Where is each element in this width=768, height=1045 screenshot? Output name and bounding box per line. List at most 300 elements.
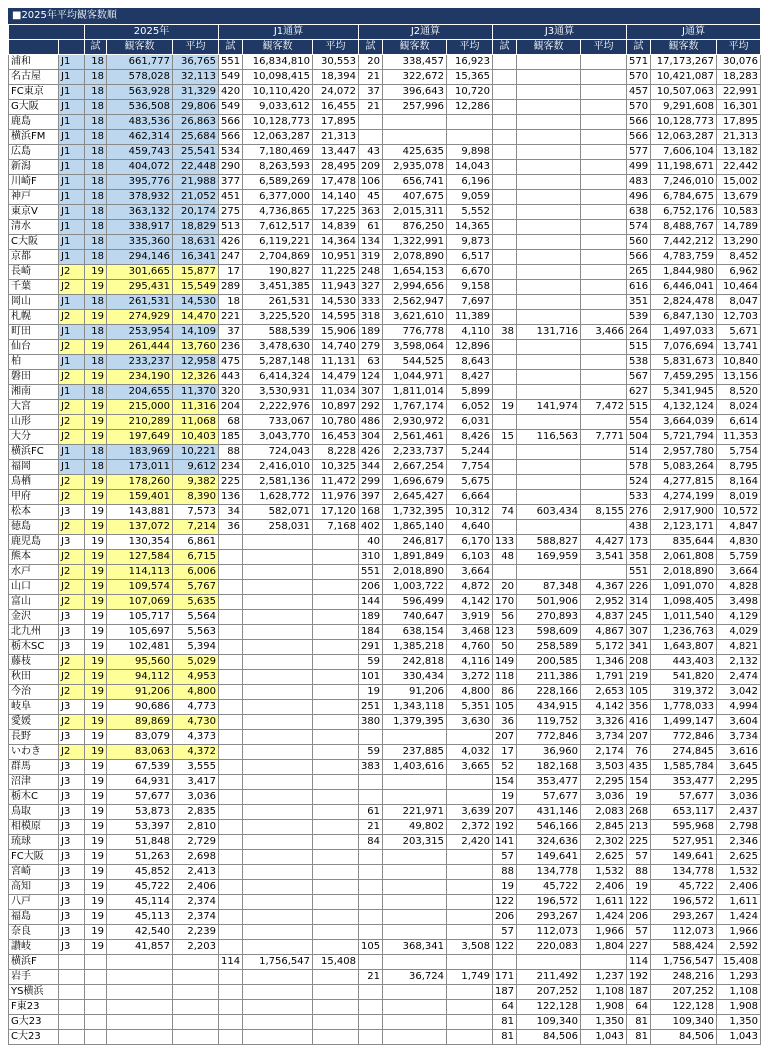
cell-j3-attendance [517,370,581,385]
cell-2025-games: 18 [85,355,107,370]
cell-jtotal-average: 2,132 [717,655,761,670]
cell-2025-attendance: 173,011 [107,460,173,475]
cell-2025-average: 2,239 [173,925,219,940]
cell-jtotal-attendance: 248,216 [651,970,717,985]
cell-j2-average: 12,896 [447,340,493,355]
cell-j1-attendance [243,685,313,700]
cell-j2-games: 383 [359,760,383,775]
cell-jtotal-games: 81 [627,1030,651,1045]
cell-jtotal-average: 4,129 [717,610,761,625]
cell-2025-attendance: 105,697 [107,625,173,640]
cell-league [59,1030,85,1045]
table-row [9,595,761,610]
cell-j3-games: 52 [493,760,517,775]
cell-j1-games [219,550,243,565]
cell-j1-attendance [243,625,313,640]
cell-jtotal-average: 8,795 [717,460,761,475]
table-row [9,325,761,340]
cell-2025-attendance: 64,931 [107,775,173,790]
cell-j1-attendance: 724,043 [243,445,313,460]
cell-j1-games [219,760,243,775]
cell-j1-attendance [243,775,313,790]
cell-2025-average: 7,573 [173,505,219,520]
cell-j2-attendance [383,850,447,865]
cell-j2-average: 9,158 [447,280,493,295]
cell-2025-average: 6,715 [173,550,219,565]
cell-jtotal-games: 225 [627,835,651,850]
cell-j3-attendance [517,265,581,280]
cell-j3-attendance [517,250,581,265]
cell-j2-attendance: 1,385,218 [383,640,447,655]
table-row [9,760,761,775]
cell-2025-average: 11,068 [173,415,219,430]
cell-j2-attendance: 1,343,118 [383,700,447,715]
cell-2025-games: 18 [85,295,107,310]
header-j1-total: J1通算 [219,25,359,40]
cell-2025-average: 18,631 [173,235,219,250]
cell-2025-games [85,1015,107,1030]
cell-j1-average: 14,479 [313,370,359,385]
cell-2025-average: 14,109 [173,325,219,340]
cell-jtotal-games: 533 [627,490,651,505]
cell-2025-games [85,970,107,985]
cell-j3-games [493,175,517,190]
table-row [9,535,761,550]
cell-club: 浦和 [9,55,59,70]
cell-league: J3 [59,895,85,910]
cell-club: C大阪 [9,235,59,250]
cell-2025-games: 19 [85,685,107,700]
header-j2-average: 平均 [447,40,493,55]
cell-club: 福島 [9,910,59,925]
table-row [9,880,761,895]
cell-2025-games: 18 [85,85,107,100]
cell-j2-games: 486 [359,415,383,430]
cell-j1-games: 549 [219,100,243,115]
cell-2025-average: 3,036 [173,790,219,805]
cell-j3-games [493,130,517,145]
cell-2025-games: 19 [85,715,107,730]
cell-j2-average: 3,630 [447,715,493,730]
cell-j1-attendance [243,550,313,565]
cell-2025-attendance: 51,263 [107,850,173,865]
cell-2025-games: 19 [85,280,107,295]
cell-2025-attendance: 204,655 [107,385,173,400]
cell-club: 大宮 [9,400,59,415]
cell-j3-games [493,205,517,220]
table-row [9,265,761,280]
cell-j2-average: 6,196 [447,175,493,190]
cell-2025-average: 12,958 [173,355,219,370]
cell-j3-attendance [517,220,581,235]
cell-j1-games: 68 [219,415,243,430]
table-row [9,955,761,970]
cell-league: J1 [59,190,85,205]
cell-j3-attendance: 196,572 [517,895,581,910]
cell-2025-average: 29,806 [173,100,219,115]
cell-club: 長野 [9,730,59,745]
cell-club: 栃木C [9,790,59,805]
cell-j1-attendance: 3,478,630 [243,340,313,355]
cell-jtotal-attendance: 7,606,104 [651,145,717,160]
cell-j3-attendance: 431,146 [517,805,581,820]
table-row [9,295,761,310]
cell-jtotal-games: 496 [627,190,651,205]
cell-jtotal-games: 566 [627,250,651,265]
cell-j2-average: 1,749 [447,970,493,985]
cell-jtotal-attendance: 3,664,039 [651,415,717,430]
header-j2-games: 試 [359,40,383,55]
cell-2025-games: 18 [85,130,107,145]
cell-jtotal-attendance: 1,098,405 [651,595,717,610]
cell-jtotal-attendance: 5,721,794 [651,430,717,445]
cell-j1-games [219,535,243,550]
cell-j2-games: 105 [359,940,383,955]
cell-j2-average: 3,508 [447,940,493,955]
cell-j2-games: 134 [359,235,383,250]
cell-j2-games: 310 [359,550,383,565]
cell-j1-attendance [243,820,313,835]
cell-j3-average [581,175,627,190]
cell-2025-average: 2,374 [173,895,219,910]
cell-jtotal-games: 515 [627,400,651,415]
cell-j1-average [313,685,359,700]
cell-2025-average: 11,316 [173,400,219,415]
cell-j3-games [493,490,517,505]
cell-j3-average: 1,108 [581,985,627,1000]
cell-j2-games: 59 [359,745,383,760]
cell-j1-games [219,910,243,925]
cell-2025-average: 6,861 [173,535,219,550]
cell-j2-games: 45 [359,190,383,205]
cell-jtotal-attendance: 274,845 [651,745,717,760]
cell-2025-average: 22,448 [173,160,219,175]
cell-j3-average [581,160,627,175]
cell-j3-games [493,565,517,580]
cell-club: いわき [9,745,59,760]
cell-jtotal-games: 114 [627,955,651,970]
cell-j3-games: 81 [493,1015,517,1030]
cell-j2-games: 61 [359,805,383,820]
cell-league [59,970,85,985]
cell-jtotal-games: 539 [627,310,651,325]
cell-j2-average: 3,919 [447,610,493,625]
cell-2025-attendance: 234,190 [107,370,173,385]
cell-2025-games: 19 [85,670,107,685]
cell-2025-games: 19 [85,835,107,850]
cell-j3-games: 20 [493,580,517,595]
cell-j3-attendance [517,130,581,145]
cell-j3-attendance [517,190,581,205]
cell-2025-games: 19 [85,310,107,325]
cell-jtotal-games: 206 [627,910,651,925]
cell-j2-games: 40 [359,535,383,550]
cell-jtotal-games: 504 [627,430,651,445]
table-row [9,115,761,130]
cell-j3-average: 4,837 [581,610,627,625]
table-row [9,1000,761,1015]
cell-2025-attendance: 459,743 [107,145,173,160]
table-row [9,100,761,115]
cell-jtotal-games: 638 [627,205,651,220]
cell-club: 磐田 [9,370,59,385]
header-2025-attendance: 観客数 [107,40,173,55]
header-jtotal-average: 平均 [717,40,761,55]
cell-j3-average [581,145,627,160]
cell-j2-average: 3,664 [447,565,493,580]
cell-j3-games [493,190,517,205]
cell-league: J3 [59,775,85,790]
cell-j1-average [313,670,359,685]
cell-j2-average [447,775,493,790]
cell-2025-attendance: 45,852 [107,865,173,880]
cell-j2-attendance: 2,078,890 [383,250,447,265]
cell-j1-average: 10,897 [313,400,359,415]
cell-j1-attendance [243,1000,313,1015]
cell-jtotal-games: 570 [627,70,651,85]
cell-jtotal-attendance: 835,644 [651,535,717,550]
cell-j3-attendance [517,205,581,220]
cell-jtotal-attendance: 4,132,124 [651,400,717,415]
cell-j2-games: 327 [359,280,383,295]
cell-club: 新潟 [9,160,59,175]
cell-j2-attendance: 740,647 [383,610,447,625]
cell-j1-games: 289 [219,280,243,295]
cell-jtotal-average: 4,830 [717,535,761,550]
cell-j2-games: 63 [359,355,383,370]
cell-j2-games: 37 [359,85,383,100]
cell-j1-attendance [243,865,313,880]
cell-j3-games [493,55,517,70]
cell-club: 札幌 [9,310,59,325]
cell-j3-attendance: 211,386 [517,670,581,685]
cell-j3-games [493,340,517,355]
cell-jtotal-average: 4,821 [717,640,761,655]
cell-jtotal-attendance: 1,778,033 [651,700,717,715]
cell-j2-games: 168 [359,505,383,520]
cell-jtotal-average: 5,671 [717,325,761,340]
cell-jtotal-attendance: 293,267 [651,910,717,925]
cell-jtotal-attendance: 772,846 [651,730,717,745]
cell-j1-games [219,745,243,760]
cell-2025-average: 2,406 [173,880,219,895]
cell-jtotal-attendance: 2,018,890 [651,565,717,580]
cell-j1-average: 16,453 [313,430,359,445]
cell-2025-attendance: 210,289 [107,415,173,430]
cell-j2-average: 3,665 [447,760,493,775]
cell-j2-games: 291 [359,640,383,655]
cell-j2-average: 15,365 [447,70,493,85]
cell-j3-games [493,310,517,325]
cell-2025-attendance: 114,113 [107,565,173,580]
cell-j2-attendance [383,925,447,940]
cell-j2-attendance [383,985,447,1000]
cell-2025-games: 19 [85,910,107,925]
cell-jtotal-games: 307 [627,625,651,640]
cell-jtotal-average: 13,290 [717,235,761,250]
table-row [9,160,761,175]
cell-j3-attendance: 45,722 [517,880,581,895]
cell-league: J3 [59,790,85,805]
cell-club: 徳島 [9,520,59,535]
cell-j1-average: 8,228 [313,445,359,460]
cell-j1-games: 275 [219,205,243,220]
cell-j2-attendance: 2,994,656 [383,280,447,295]
cell-j1-games: 426 [219,235,243,250]
cell-j2-average: 8,426 [447,430,493,445]
cell-j3-games [493,475,517,490]
cell-j2-games: 61 [359,220,383,235]
cell-2025-average: 2,374 [173,910,219,925]
cell-j1-games: 236 [219,340,243,355]
cell-2025-average [173,1000,219,1015]
cell-league: J1 [59,355,85,370]
cell-jtotal-attendance: 10,128,773 [651,115,717,130]
cell-j2-attendance [383,1015,447,1030]
cell-j2-games [359,1000,383,1015]
cell-j1-attendance [243,985,313,1000]
cell-j1-average: 14,364 [313,235,359,250]
cell-j3-attendance: 57,677 [517,790,581,805]
header-group-row [9,25,761,40]
cell-jtotal-attendance: 1,756,547 [651,955,717,970]
cell-jtotal-games: 499 [627,160,651,175]
cell-league [59,985,85,1000]
cell-j3-attendance: 270,893 [517,610,581,625]
cell-j3-attendance [517,490,581,505]
cell-jtotal-attendance: 443,403 [651,655,717,670]
cell-j1-attendance: 8,263,593 [243,160,313,175]
cell-j2-games: 248 [359,265,383,280]
cell-j1-games [219,730,243,745]
cell-j1-games: 136 [219,490,243,505]
cell-club: 千葉 [9,280,59,295]
cell-j1-games [219,610,243,625]
cell-j3-attendance: 353,477 [517,775,581,790]
cell-jtotal-attendance: 1,091,070 [651,580,717,595]
cell-j1-average [313,565,359,580]
cell-j2-average: 3,272 [447,670,493,685]
cell-j3-games: 122 [493,895,517,910]
cell-j1-games [219,655,243,670]
cell-j2-attendance: 2,018,890 [383,565,447,580]
cell-jtotal-average: 8,024 [717,400,761,415]
cell-j2-attendance: 1,865,140 [383,520,447,535]
cell-j1-games: 225 [219,475,243,490]
cell-2025-average: 4,730 [173,715,219,730]
cell-2025-games: 18 [85,205,107,220]
cell-2025-games: 19 [85,430,107,445]
cell-j3-average [581,250,627,265]
cell-2025-average: 4,773 [173,700,219,715]
table-row [9,985,761,1000]
cell-2025-games: 19 [85,265,107,280]
cell-j2-average [447,880,493,895]
cell-2025-games: 18 [85,190,107,205]
cell-jtotal-games: 64 [627,1000,651,1015]
header-j3-total: J3通算 [493,25,627,40]
cell-j1-games: 513 [219,220,243,235]
table-body [9,55,761,1045]
table-row [9,970,761,985]
cell-j3-average: 2,653 [581,685,627,700]
cell-club: FC大阪 [9,850,59,865]
cell-jtotal-average: 3,604 [717,715,761,730]
cell-league: J3 [59,700,85,715]
cell-jtotal-average: 8,019 [717,490,761,505]
cell-2025-average: 10,403 [173,430,219,445]
cell-j1-average: 11,472 [313,475,359,490]
cell-j3-average [581,205,627,220]
cell-j1-games: 566 [219,115,243,130]
cell-jtotal-attendance: 527,951 [651,835,717,850]
cell-j1-games [219,925,243,940]
cell-jtotal-games: 627 [627,385,651,400]
header-j3-games: 試 [493,40,517,55]
cell-j3-games: 48 [493,550,517,565]
cell-league: J1 [59,145,85,160]
cell-j2-attendance: 407,675 [383,190,447,205]
cell-j3-attendance: 324,636 [517,835,581,850]
cell-j2-attendance: 242,818 [383,655,447,670]
cell-j3-games [493,520,517,535]
cell-j1-attendance: 1,756,547 [243,955,313,970]
cell-j3-average: 3,734 [581,730,627,745]
cell-j2-games: 307 [359,385,383,400]
cell-j1-average: 14,140 [313,190,359,205]
cell-j3-average: 3,466 [581,325,627,340]
cell-jtotal-games: 208 [627,655,651,670]
cell-j2-average: 6,052 [447,400,493,415]
cell-jtotal-average: 14,789 [717,220,761,235]
table-row [9,940,761,955]
cell-j2-attendance [383,775,447,790]
cell-2025-average: 32,113 [173,70,219,85]
cell-j1-average: 16,455 [313,100,359,115]
cell-2025-games: 19 [85,595,107,610]
cell-j1-average: 10,780 [313,415,359,430]
cell-j1-average [313,745,359,760]
cell-j3-attendance: 141,974 [517,400,581,415]
cell-j2-average: 4,640 [447,520,493,535]
cell-jtotal-average: 5,759 [717,550,761,565]
cell-j3-attendance [517,460,581,475]
cell-league: J2 [59,520,85,535]
cell-2025-games: 19 [85,580,107,595]
cell-j1-games [219,715,243,730]
header-j-total: J通算 [627,25,761,40]
cell-jtotal-games: 19 [627,790,651,805]
cell-j1-games: 234 [219,460,243,475]
cell-j3-games: 123 [493,625,517,640]
cell-jtotal-attendance: 1,236,763 [651,625,717,640]
cell-j1-average [313,535,359,550]
cell-2025-average: 5,564 [173,610,219,625]
cell-j2-attendance [383,895,447,910]
cell-2025-average: 13,760 [173,340,219,355]
cell-j3-attendance: 149,641 [517,850,581,865]
cell-j2-games: 59 [359,655,383,670]
cell-j1-average: 17,478 [313,175,359,190]
cell-jtotal-attendance: 7,076,694 [651,340,717,355]
cell-j1-average: 28,495 [313,160,359,175]
cell-jtotal-games: 173 [627,535,651,550]
cell-club: 琉球 [9,835,59,850]
cell-j2-games [359,790,383,805]
cell-j3-games: 154 [493,775,517,790]
cell-2025-average: 14,470 [173,310,219,325]
cell-2025-average [173,955,219,970]
